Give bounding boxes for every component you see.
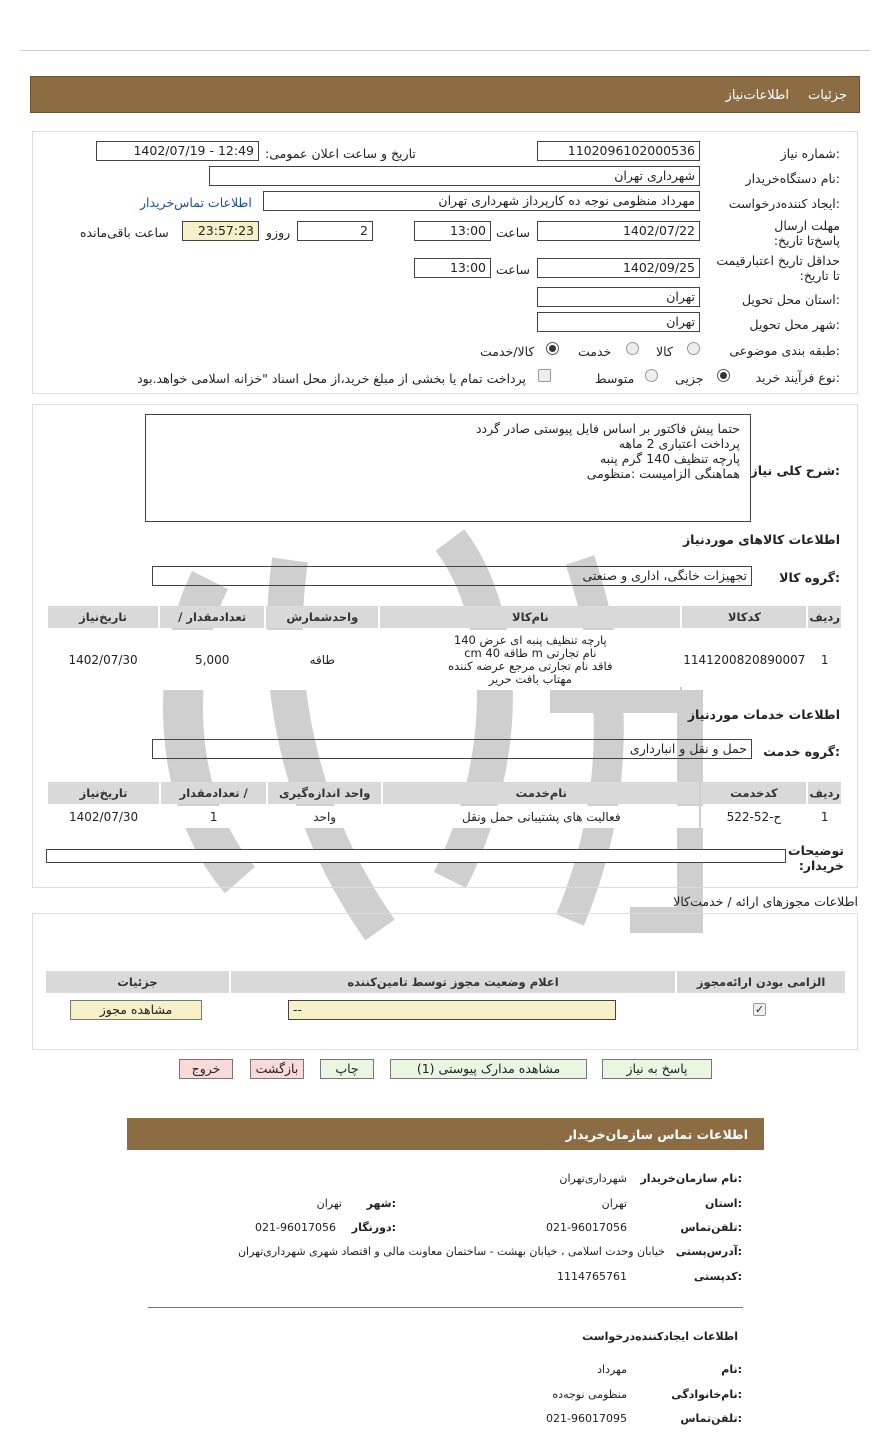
contact-city-label: شهر: xyxy=(366,1197,396,1210)
services-qty-cell: 1 xyxy=(161,806,266,828)
services-col-qty: تعدادمقدار / xyxy=(161,782,266,804)
validity-label: حداقل تاریخ اعتبارقیمت تا تاریخ: xyxy=(716,253,840,283)
category-goods-service-radio[interactable] xyxy=(546,342,559,355)
services-section-title: اطلاعات خدمات موردنیاز xyxy=(687,707,840,722)
goods-group-field: تجهیزات خانگی، اداری و صنعتی xyxy=(152,566,752,586)
services-col-unit: واحد اندازه‌گیری xyxy=(268,782,381,804)
contact-city-value: تهران xyxy=(316,1197,342,1210)
contact-divider xyxy=(148,1307,743,1308)
services-code-cell: ح-52-522 xyxy=(701,806,806,828)
services-col-name: نام‌خدمت xyxy=(383,782,699,804)
contact-org-label: نام سازمان‌خریدار: xyxy=(640,1172,742,1185)
buyer-org-label: نام دستگاه‌خریدار: xyxy=(745,171,840,186)
contact-org-value: شهرداری‌تهران xyxy=(559,1172,627,1185)
licenses-col-status: اعلام وضعیت مجوز توسط تامین‌کننده xyxy=(231,971,675,993)
goods-col-date: تاریخ‌نیاز xyxy=(48,606,158,628)
goods-date-cell: 1402/07/30 xyxy=(48,630,158,690)
contact-phone-label: تلفن‌تماس: xyxy=(680,1221,742,1234)
creator-label: ایجاد کننده‌درخواست: xyxy=(728,196,840,211)
days-field: 2 xyxy=(297,221,373,241)
goods-name-line: مهتاب بافت حریر xyxy=(488,672,572,686)
creator-phone-label: تلفن‌تماس: xyxy=(680,1412,742,1425)
goods-group-label: گروه کالا: xyxy=(779,570,840,585)
tab-need-info[interactable]: اطلاعات‌نیاز xyxy=(725,88,789,103)
deadline-label: مهلت ارسال پاسخ‌تا تاریخ: xyxy=(773,218,840,248)
description-label: شرح کلی نیاز: xyxy=(750,463,840,478)
creator-family-value: منظومی نوجه‌ده xyxy=(552,1388,627,1401)
buyer-contact-link[interactable]: اطلاعات تماس‌خریدار xyxy=(140,195,252,210)
goods-row-cell: 1 xyxy=(808,630,841,690)
goods-col-qty: تعدادمقدار / xyxy=(160,606,264,628)
contact-address-value: خیابان وحدت اسلامی ، خیابان بهشت - ساختمان معاونت مالی و اقتصاد شهری شهرداری‌تهران xyxy=(237,1245,665,1258)
services-row-cell: 1 xyxy=(808,806,841,828)
category-goods-radio[interactable] xyxy=(687,342,700,355)
attachments-button[interactable]: مشاهده مدارک پیوستی (1) xyxy=(390,1059,587,1079)
title-bar xyxy=(30,76,860,113)
exit-button[interactable]: خروج xyxy=(179,1059,233,1079)
category-goods-service-label: کالا/خدمت xyxy=(480,344,535,359)
contact-province-value: تهران xyxy=(601,1197,627,1210)
contact-province-label: استان: xyxy=(704,1197,742,1210)
contact-title-bar xyxy=(127,1118,764,1150)
goods-section-title: اطلاعات کالاهای موردنیاز xyxy=(682,532,840,547)
description-line: پارچه تنظیف 140 گرم پنبه xyxy=(599,451,740,466)
days-label: روزو xyxy=(266,225,291,240)
deadline-time-label: ساعت xyxy=(496,225,531,240)
services-col-code: کدخدمت xyxy=(701,782,806,804)
category-goods-label: کالا xyxy=(656,344,673,359)
process-label: نوع فرآیند خرید: xyxy=(755,370,840,385)
province-field: تهران xyxy=(537,287,700,307)
category-label: طبقه بندی موضوعی: xyxy=(729,343,840,358)
buyer-org-field: شهرداری تهران xyxy=(209,166,700,186)
print-button[interactable]: چاپ xyxy=(320,1059,374,1079)
tab-details[interactable]: جزئیات xyxy=(808,88,847,103)
deadline-date-field: 1402/07/22 xyxy=(537,221,700,241)
province-label: استان محل تحویل: xyxy=(741,292,840,307)
contact-postal-value: 1114765761 xyxy=(557,1270,627,1283)
buyer-notes-label: توضیحات خریدار: xyxy=(788,843,844,873)
deadline-time-field: 13:00 xyxy=(414,221,491,241)
description-line: هماهنگی الزامیست :منظومی xyxy=(586,466,740,481)
process-partial-label: جزیی xyxy=(675,371,704,386)
process-medium-label: متوسط xyxy=(595,371,635,386)
goods-code-cell: 1141200820890007 xyxy=(682,630,806,690)
creator-phone-value: 021-96017095 xyxy=(546,1412,627,1425)
remaining-label: ساعت باقی‌مانده xyxy=(80,225,169,240)
license-status-field: -- xyxy=(288,1000,616,1020)
contact-fax-label: دورنگار: xyxy=(351,1221,396,1234)
goods-name-line: پارچه تنظیف پنبه ای عرض 140 xyxy=(453,633,607,647)
services-group-label: گروه خدمت: xyxy=(763,744,840,759)
back-button[interactable]: بازگشت xyxy=(250,1059,304,1079)
services-col-date: تاریخ‌نیاز xyxy=(48,782,159,804)
services-name-cell: فعالیت های پشتیبانی حمل ونقل xyxy=(383,806,699,828)
announce-datetime-field: 1402/07/19 - 12:49 xyxy=(96,141,259,161)
remaining-time-field: 23:57:23 xyxy=(182,221,259,241)
table-row xyxy=(48,806,841,828)
licenses-title: اطلاعات مجوزهای ارائه / خدمت‌کالا xyxy=(673,894,858,909)
goods-name-cell xyxy=(380,630,680,690)
contact-title: اطلاعات تماس سازمان‌خریدار xyxy=(565,1127,748,1142)
services-col-row: ردیف xyxy=(808,782,841,804)
license-required-checkbox[interactable]: ✓ xyxy=(754,1003,765,1016)
services-table xyxy=(46,780,843,830)
description-line: پرداخت اعتباری 2 ماهه xyxy=(618,436,740,451)
goods-unit-cell: طاقه xyxy=(266,630,378,690)
goods-col-unit: واحدشمارش xyxy=(266,606,378,628)
licenses-col-required: الزامی بودن ارائه‌مجوز xyxy=(677,971,845,993)
process-partial-radio[interactable] xyxy=(717,369,730,382)
table-row xyxy=(48,630,841,690)
contact-fax-value: 021-96017056 xyxy=(255,1221,336,1234)
contact-address-label: آدرس‌پستی: xyxy=(675,1245,742,1258)
validity-time-label: ساعت xyxy=(496,262,531,277)
goods-qty-cell: 5,000 xyxy=(160,630,264,690)
treasury-payment-checkbox[interactable] xyxy=(538,369,551,382)
services-date-cell: 1402/07/30 xyxy=(48,806,159,828)
goods-table xyxy=(46,604,843,692)
description-box xyxy=(145,414,751,522)
treasury-payment-label: پرداخت تمام یا بخشی از مبلغ خرید،از محل اسناد "خزانه اسلامی خواهد.بود xyxy=(137,371,526,386)
creator-section-title: اطلاعات ایجادکننده‌درخواست xyxy=(582,1330,738,1343)
creator-field: مهرداد منظومی نوجه ده کارپرداز شهرداری تهران xyxy=(263,191,700,211)
process-medium-radio[interactable] xyxy=(645,369,658,382)
view-license-button[interactable]: مشاهده مجوز xyxy=(70,1000,202,1020)
announce-label: تاریخ و ساعت اعلان عمومی: xyxy=(265,146,416,161)
buyer-notes-field xyxy=(46,849,786,863)
city-field: تهران xyxy=(537,312,700,332)
goods-name-line: فاقد نام تجارتی مرجع عرضه کننده xyxy=(448,659,613,673)
validity-date-field: 1402/09/25 xyxy=(537,258,700,278)
goods-name-line: cm طاقه 40 m نام تجارتی xyxy=(464,646,597,660)
description-line: حتما پیش فاکتور بر اساس فایل پیوستی صادر گردد xyxy=(475,421,740,436)
validity-time-field: 13:00 xyxy=(414,258,491,278)
goods-col-row: ردیف xyxy=(808,606,841,628)
services-group-field: حمل و نقل و انبارداری xyxy=(152,739,752,759)
category-service-label: خدمت xyxy=(578,344,612,359)
top-divider xyxy=(20,50,870,51)
need-number-field: 1102096102000536 xyxy=(537,141,700,161)
city-label: شهر محل تحویل: xyxy=(749,317,840,332)
services-unit-cell: واحد xyxy=(268,806,381,828)
creator-name-value: مهرداد xyxy=(597,1363,627,1376)
contact-postal-label: کدپستی: xyxy=(693,1270,742,1283)
category-service-radio[interactable] xyxy=(626,342,639,355)
reply-button[interactable]: پاسخ به نیاز xyxy=(602,1059,712,1079)
goods-col-name: نام‌کالا xyxy=(380,606,680,628)
need-number-label: شماره نیاز: xyxy=(780,146,840,161)
licenses-col-details: جزئیات xyxy=(46,971,229,993)
contact-phone-value: 021-96017056 xyxy=(546,1221,627,1234)
goods-col-code: کدکالا xyxy=(682,606,806,628)
creator-family-label: نام‌خانوادگی: xyxy=(671,1388,742,1401)
creator-name-label: نام: xyxy=(721,1363,742,1376)
